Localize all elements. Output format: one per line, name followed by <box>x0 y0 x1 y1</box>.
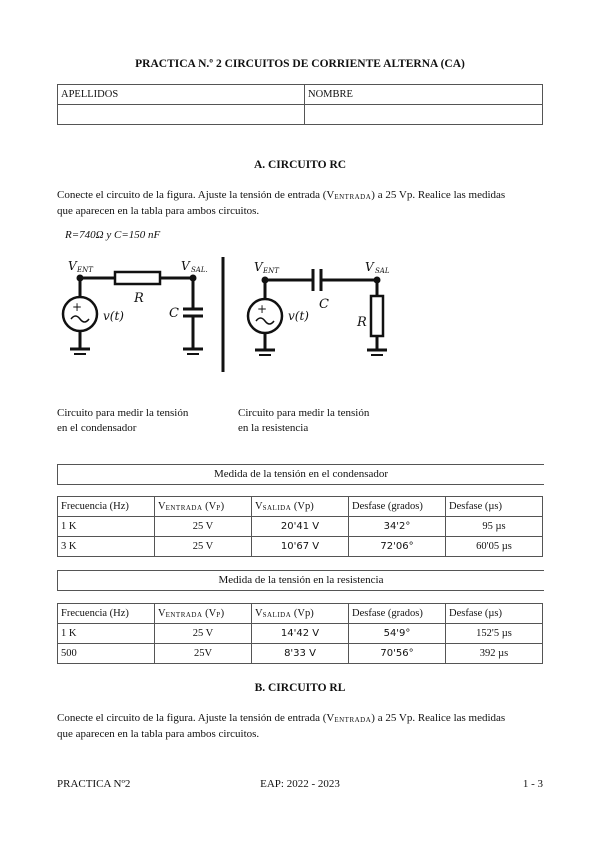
svg-text:V: V <box>254 260 263 274</box>
section-b-instructions: Conecte el circuito de la figura. Ajuste la tensión de entrada $(V_{ENTRADA})$ a 25 Vp. Realice las medidas que aparecen en la tabla para ambos circuitos. <box>57 712 506 740</box>
apellidos-label: APELLIDOS <box>58 85 305 105</box>
col-desfase-grados: Desfase (grados) <box>349 497 446 517</box>
cell-desfase-grados[interactable]: 34'2° <box>349 517 446 537</box>
page-title: PRACTICA N.º 2 CIRCUITOS DE CORRIENTE ALTERNA (CA) <box>135 58 465 70</box>
cell-desfase-grados[interactable]: 54'9° <box>349 624 446 644</box>
resistor-symbol-2 <box>371 296 383 336</box>
cell-desfase-us[interactable]: 152'5 µs <box>446 624 543 644</box>
cell-desfase-us[interactable]: 95 µs <box>446 517 543 537</box>
col-vsalida: $V_{SALIDA}$ (Vp) <box>252 497 349 517</box>
svg-text:v(t): v(t) <box>103 309 124 323</box>
svg-text:SAL: SAL <box>375 267 390 275</box>
table-row <box>58 644 543 664</box>
svg-text:V: V <box>365 260 374 274</box>
rc-circuit-diagrams <box>55 252 405 377</box>
col-desfase-grados: Desfase (grados) <box>349 604 446 624</box>
footer-center: EAP: 2022 - 2023 <box>260 778 340 790</box>
cell-vsalida[interactable]: 14'42 V <box>252 624 349 644</box>
cell-vsalida[interactable]: 20'41 V <box>252 517 349 537</box>
col-ventrada: $V_{ENTRADA}$ $(V_P)$ <box>155 497 252 517</box>
svg-text:V: V <box>68 259 77 273</box>
resistor-circuit <box>248 269 387 355</box>
cell-frecuencia[interactable]: 1 K <box>58 624 155 644</box>
col-vsalida: $V_{SALIDA}$ (Vp) <box>252 604 349 624</box>
cell-desfase-us[interactable]: 392 µs <box>446 644 543 664</box>
svg-text:C: C <box>169 306 179 321</box>
cell-desfase-grados[interactable]: 70'56° <box>349 644 446 664</box>
svg-text:SAL.: SAL. <box>191 266 208 274</box>
cell-desfase-us[interactable]: 60'05 µs <box>446 537 543 557</box>
cell-frecuencia[interactable]: 3 K <box>58 537 155 557</box>
cell-desfase-grados[interactable]: 72'06° <box>349 537 446 557</box>
col-desfase-us: Desfase (µs) <box>446 497 543 517</box>
cell-vsalida[interactable]: 10'67 V <box>252 537 349 557</box>
cell-frecuencia[interactable]: 500 <box>58 644 155 664</box>
table-header-row <box>58 497 543 517</box>
table-row <box>58 517 543 537</box>
cell-ventrada[interactable]: 25 V <box>155 517 252 537</box>
table-header-row <box>58 604 543 624</box>
table-condensador <box>57 496 543 557</box>
svg-text:+: + <box>257 302 268 316</box>
section-a-title: A. CIRCUITO RC <box>253 159 347 171</box>
cell-vsalida[interactable]: 8'33 V <box>252 644 349 664</box>
table-resistencia-heading: Medida de la tensión en la resistencia <box>57 570 544 591</box>
table-resistencia <box>57 603 543 664</box>
col-desfase-us: Desfase (µs) <box>446 604 543 624</box>
footer-page-number: 1 - 3 <box>522 778 543 790</box>
svg-text:R: R <box>357 315 367 330</box>
col-ventrada: $V_{ENTRADA}$ $(V_P)$ <box>155 604 252 624</box>
section-a-instructions: Conecte el circuito de la figura. Ajuste la tensión de entrada $(V_{ENTRADA})$ a 25 Vp. Realice las medidas que aparecen en la tabla para ambos circuitos. <box>57 189 506 217</box>
component-values: R=740Ω y C=150 nF <box>65 229 161 241</box>
capacitor-circuit <box>63 272 203 354</box>
section-b-title: B. CIRCUITO RL <box>254 682 346 694</box>
cell-ventrada[interactable]: 25V <box>155 644 252 664</box>
svg-text:ENT: ENT <box>77 266 93 274</box>
svg-text:V: V <box>181 259 190 273</box>
footer-left: PRACTICA Nº2 <box>57 778 131 790</box>
nombre-label: NOMBRE <box>305 85 543 105</box>
caption-capacitor: Circuito para medir la tensión en el condensador <box>57 407 189 434</box>
col-frecuencia: Frecuencia (Hz) <box>58 497 155 517</box>
table-row <box>58 624 543 644</box>
table-row <box>58 537 543 557</box>
cell-ventrada[interactable]: 25 V <box>155 537 252 557</box>
svg-text:v(t): v(t) <box>288 309 309 323</box>
svg-text:R: R <box>134 291 144 306</box>
cell-ventrada[interactable]: 25 V <box>155 624 252 644</box>
resistor-symbol <box>115 272 160 284</box>
table-condensador-heading: Medida de la tensión en el condensador <box>57 464 544 485</box>
apellidos-field[interactable] <box>58 105 305 125</box>
svg-text:+: + <box>72 300 83 314</box>
caption-resistor: Circuito para medir la tensión en la resistencia <box>238 407 370 434</box>
svg-text:C: C <box>319 297 329 312</box>
svg-text:ENT: ENT <box>263 267 279 275</box>
nombre-field[interactable] <box>305 105 543 125</box>
col-frecuencia: Frecuencia (Hz) <box>58 604 155 624</box>
student-id-table <box>57 84 543 125</box>
cell-frecuencia[interactable]: 1 K <box>58 517 155 537</box>
